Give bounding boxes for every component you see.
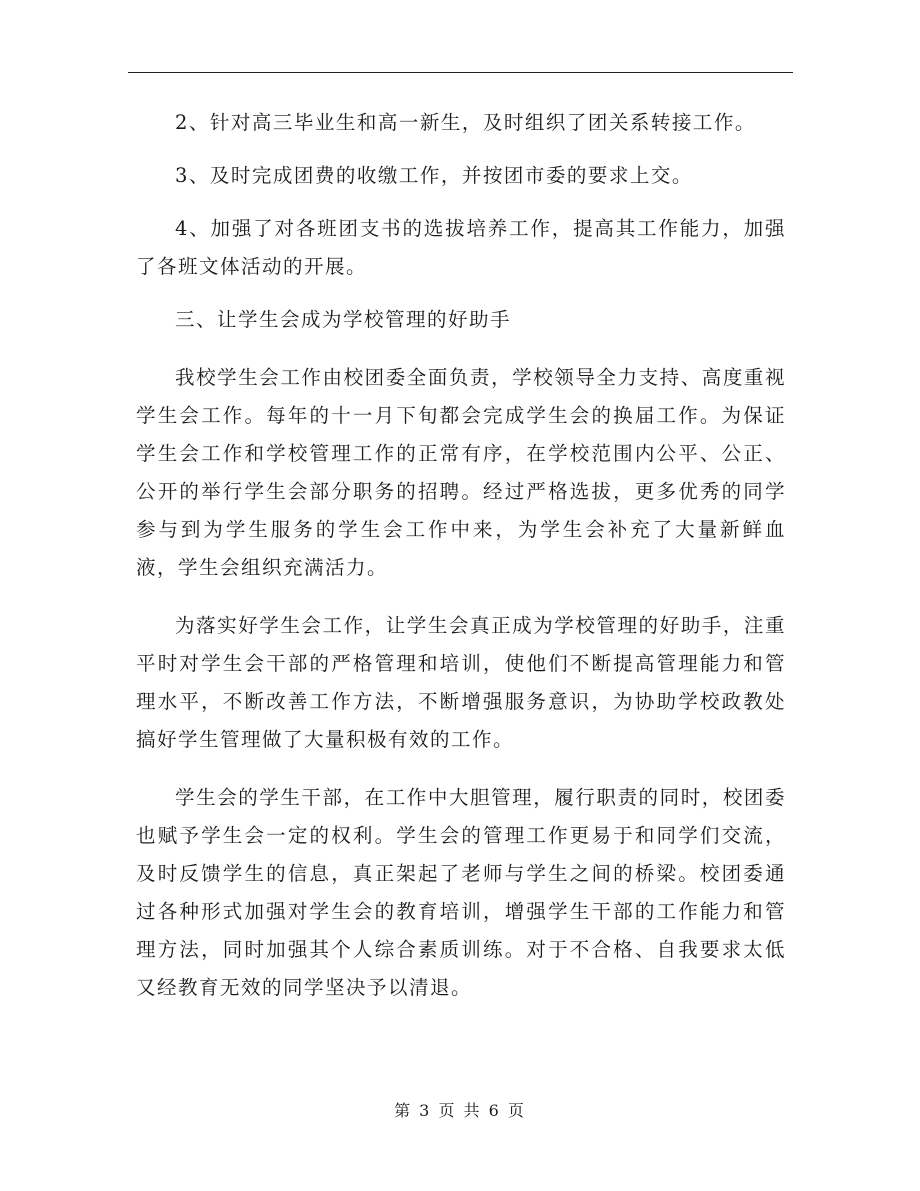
page-number: 第 3 页 共 6 页	[394, 1101, 526, 1120]
paragraph-item-2: 2、针对高三毕业生和高一新生，及时组织了团关系转接工作。	[175, 111, 756, 134]
paragraph-item-3: 3、及时完成团费的收缴工作，并按团市委的要求上交。	[175, 164, 693, 187]
paragraph-student-union-management: 为落实好学生会工作，让学生会真正成为学校管理的好助手，注重平时对学生会干部的严格管理和培训，使他们不断提高管理能力和管理水平，不断改善工作方法，不断增强服务意识，为协助学校政教处搞好学生管理做了大量积极有效的工作。	[136, 614, 786, 751]
section-heading-3: 三、让学生会成为学校管理的好助手	[175, 308, 512, 331]
paragraph-student-cadres: 学生会的学生干部，在工作中大胆管理，履行职责的同时，校团委也赋予学生会一定的权利。学生会的管理工作更易于和同学们交流，及时反馈学生的信息，真正架起了老师与学生之间的桥梁。校团委通过各种形式加强对学生会的教育培训，增强学生干部的工作能力和管理方法，同时加强其个人综合素质训练。对于不合格、自我要求太低又经教育无效的同学坚决予以清退。	[136, 786, 786, 999]
document-body	[136, 104, 786, 1007]
header-rule	[128, 72, 793, 73]
paragraph-student-union-intro: 我校学生会工作由校团委全面负责，学校领导全力支持、高度重视学生会工作。每年的十一月下旬都会完成学生会的换届工作。为保证学生会工作和学校管理工作的正常有序，在学校范围内公平、公正、公开的举行学生会部分职务的招聘。经过严格选拔，更多优秀的同学参与到为学生服务的学生会工作中来，为学生会补充了大量新鲜血液，学生会组织充满活力。	[136, 366, 786, 579]
paragraph-item-4: 4、加强了对各班团支书的选拔培养工作，提高其工作能力，加强了各班文体活动的开展。	[136, 217, 786, 278]
